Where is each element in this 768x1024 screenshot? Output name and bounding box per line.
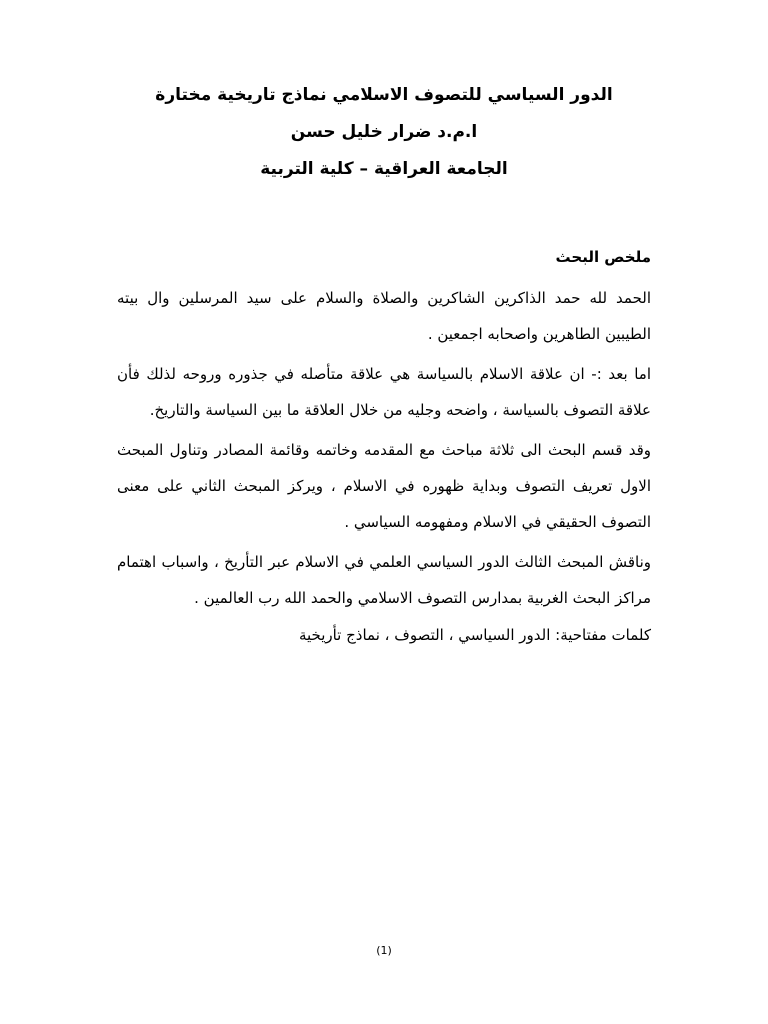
document-header [100,84,668,195]
paper-title: الدور السياسي للتصوف الاسلامي نماذج تاريخية مختارة [155,85,613,105]
author-affiliation: الجامعة العراقية – كلية التربية [260,159,508,179]
page-number: (1) [376,944,392,957]
abstract-paragraph-4: وناقش المبحث الثالث الدور السياسي العلمي في الاسلام عبر التأريخ ، واسباب اهتمام مراكز البحث الغربية بمدارس التصوف الاسلامي والحمد الله رب العالمين . [117,553,651,607]
abstract-paragraph-2: اما بعد :- ان علاقة الاسلام بالسياسة هي علاقة متأصله في جذوره وروحه لذلك فأن علاقة التصوف بالسياسة ، واضحه وجليه من خلال العلاقة ما بين السياسة والتاريخ. [117,365,651,419]
author-name: ا.م.د ضرار خليل حسن [290,122,478,142]
abstract-heading: ملخص البحث [555,248,651,266]
abstract-section [117,246,651,650]
abstract-paragraph-1: الحمد لله حمد الذاكرين الشاكرين والصلاة والسلام على سيد المرسلين وال بيته الطيبين الطاهرين واصحابه اجمعين . [117,289,651,343]
abstract-paragraph-3: وقد قسم البحث الى ثلاثة مباحث مع المقدمه وخاتمه وقائمة المصادر وتناول المبحث الاول تعريف التصوف وبداية ظهوره في الاسلام ، ويركز المبحث الثاني على معنى التصوف الحقيقي في الاسلام ومفهومه السياسي . [117,441,651,531]
keywords-line: كلمات مفتاحية: الدور السياسي ، التصوف ، نماذج تأريخية [298,626,651,644]
